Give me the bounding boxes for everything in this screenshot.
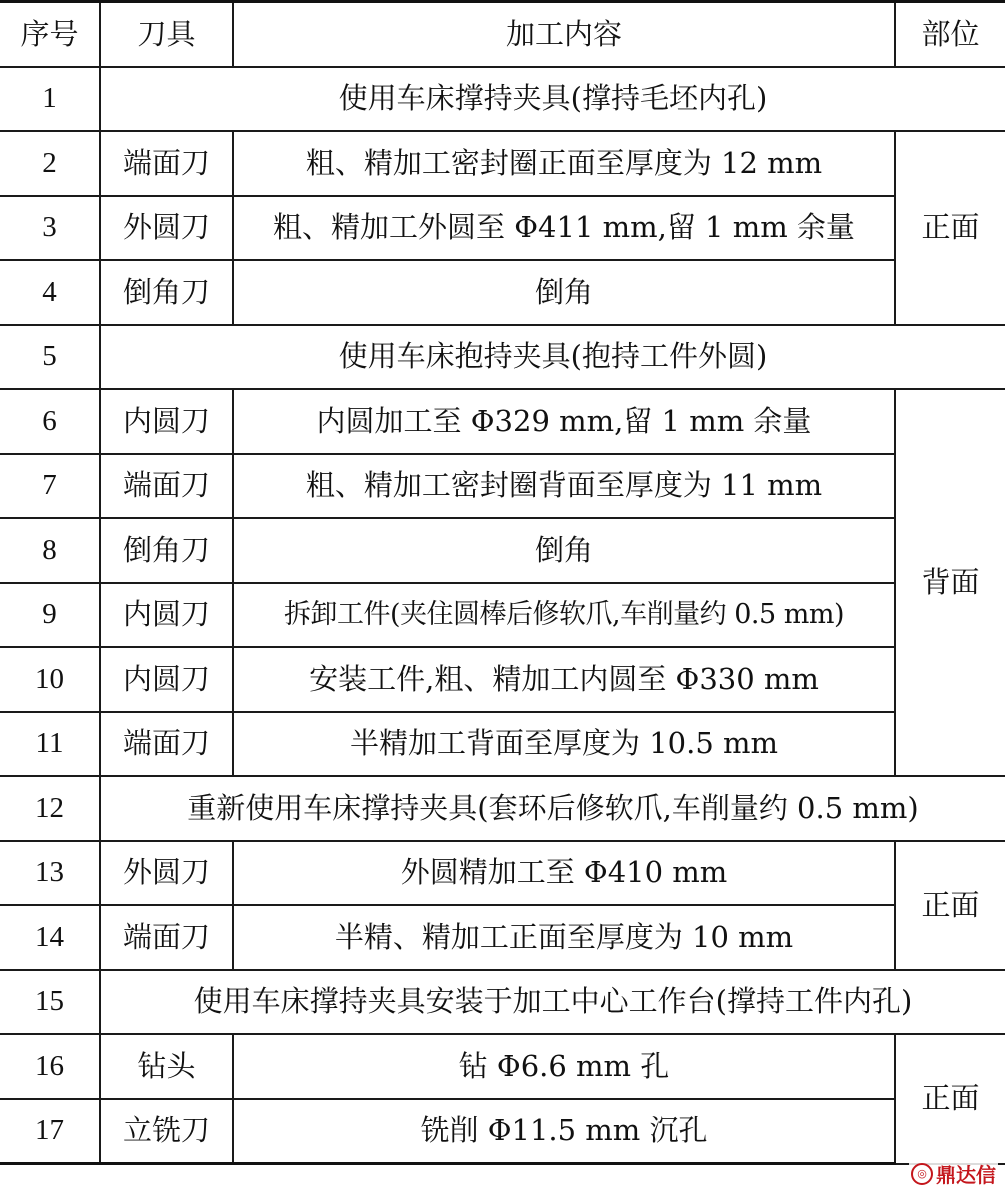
row-seq: 14	[0, 905, 100, 970]
row-content: 粗、精加工外圆至 Φ411 mm,留 1 mm 余量	[233, 196, 895, 261]
row-content: 粗、精加工密封圈正面至厚度为 12 mm	[233, 131, 895, 196]
table-row	[0, 1099, 1005, 1164]
row-seq: 10	[0, 647, 100, 712]
row-tool: 内圆刀	[100, 583, 233, 648]
row-seq: 9	[0, 583, 100, 648]
row-tool: 立铣刀	[100, 1099, 233, 1164]
table-row	[0, 776, 1005, 841]
row-part: 背面	[895, 389, 1005, 776]
table-row	[0, 196, 1005, 261]
row-tool: 端面刀	[100, 712, 233, 777]
row-content: 粗、精加工密封圈背面至厚度为 11 mm	[233, 454, 895, 519]
row-tool: 端面刀	[100, 905, 233, 970]
row-tool: 端面刀	[100, 131, 233, 196]
row-seq: 6	[0, 389, 100, 454]
row-seq: 1	[0, 67, 100, 132]
row-part: 正面	[895, 1034, 1005, 1164]
table-row	[0, 712, 1005, 777]
row-seq: 8	[0, 518, 100, 583]
watermark-logo-icon: ◎	[911, 1163, 933, 1185]
row-seq: 7	[0, 454, 100, 519]
row-content: 使用车床抱持夹具(抱持工件外圆)	[100, 325, 1005, 390]
row-tool: 内圆刀	[100, 647, 233, 712]
row-content: 半精、精加工正面至厚度为 10 mm	[233, 905, 895, 970]
row-part: 正面	[895, 131, 1005, 325]
header-row	[0, 2, 1005, 67]
header-content: 加工内容	[233, 2, 895, 67]
row-content: 使用车床撑持夹具安装于加工中心工作台(撑持工件内孔)	[100, 970, 1005, 1035]
row-tool: 外圆刀	[100, 196, 233, 261]
row-tool: 倒角刀	[100, 518, 233, 583]
row-seq: 13	[0, 841, 100, 906]
row-seq: 12	[0, 776, 100, 841]
row-seq: 15	[0, 970, 100, 1035]
row-content: 拆卸工件(夹住圆棒后修软爪,车削量约 0.5 mm)	[233, 583, 895, 648]
row-content: 倒角	[233, 260, 895, 325]
watermark-text: 鼎达信	[936, 1163, 996, 1187]
table-row	[0, 131, 1005, 196]
table-row	[0, 905, 1005, 970]
row-content: 半精加工背面至厚度为 10.5 mm	[233, 712, 895, 777]
row-seq: 4	[0, 260, 100, 325]
table-row	[0, 1034, 1005, 1099]
row-seq: 3	[0, 196, 100, 261]
table-row	[0, 389, 1005, 454]
row-seq: 11	[0, 712, 100, 777]
row-tool: 端面刀	[100, 454, 233, 519]
table-row	[0, 454, 1005, 519]
row-content: 外圆精加工至 Φ410 mm	[233, 841, 895, 906]
row-content: 使用车床撑持夹具(撑持毛坯内孔)	[100, 67, 1005, 132]
header-tool: 刀具	[100, 2, 233, 67]
row-seq: 17	[0, 1099, 100, 1164]
table-row	[0, 970, 1005, 1035]
row-tool: 外圆刀	[100, 841, 233, 906]
header-seq: 序号	[0, 2, 100, 67]
table-row	[0, 583, 1005, 648]
row-part: 正面	[895, 841, 1005, 970]
header-part: 部位	[895, 2, 1005, 67]
table-row	[0, 260, 1005, 325]
row-tool: 倒角刀	[100, 260, 233, 325]
row-seq: 16	[0, 1034, 100, 1099]
row-seq: 5	[0, 325, 100, 390]
row-tool: 钻头	[100, 1034, 233, 1099]
table-row	[0, 325, 1005, 390]
row-content: 钻 Φ6.6 mm 孔	[233, 1034, 895, 1099]
row-seq: 2	[0, 131, 100, 196]
row-content: 铣削 Φ11.5 mm 沉孔	[233, 1099, 895, 1164]
table-row	[0, 841, 1005, 906]
watermark	[909, 1159, 998, 1188]
row-content: 安装工件,粗、精加工内圆至 Φ330 mm	[233, 647, 895, 712]
row-tool: 内圆刀	[100, 389, 233, 454]
row-content: 重新使用车床撑持夹具(套环后修软爪,车削量约 0.5 mm)	[100, 776, 1005, 841]
row-content: 内圆加工至 Φ329 mm,留 1 mm 余量	[233, 389, 895, 454]
row-content: 倒角	[233, 518, 895, 583]
table-row	[0, 67, 1005, 132]
table-row	[0, 647, 1005, 712]
table-row	[0, 518, 1005, 583]
